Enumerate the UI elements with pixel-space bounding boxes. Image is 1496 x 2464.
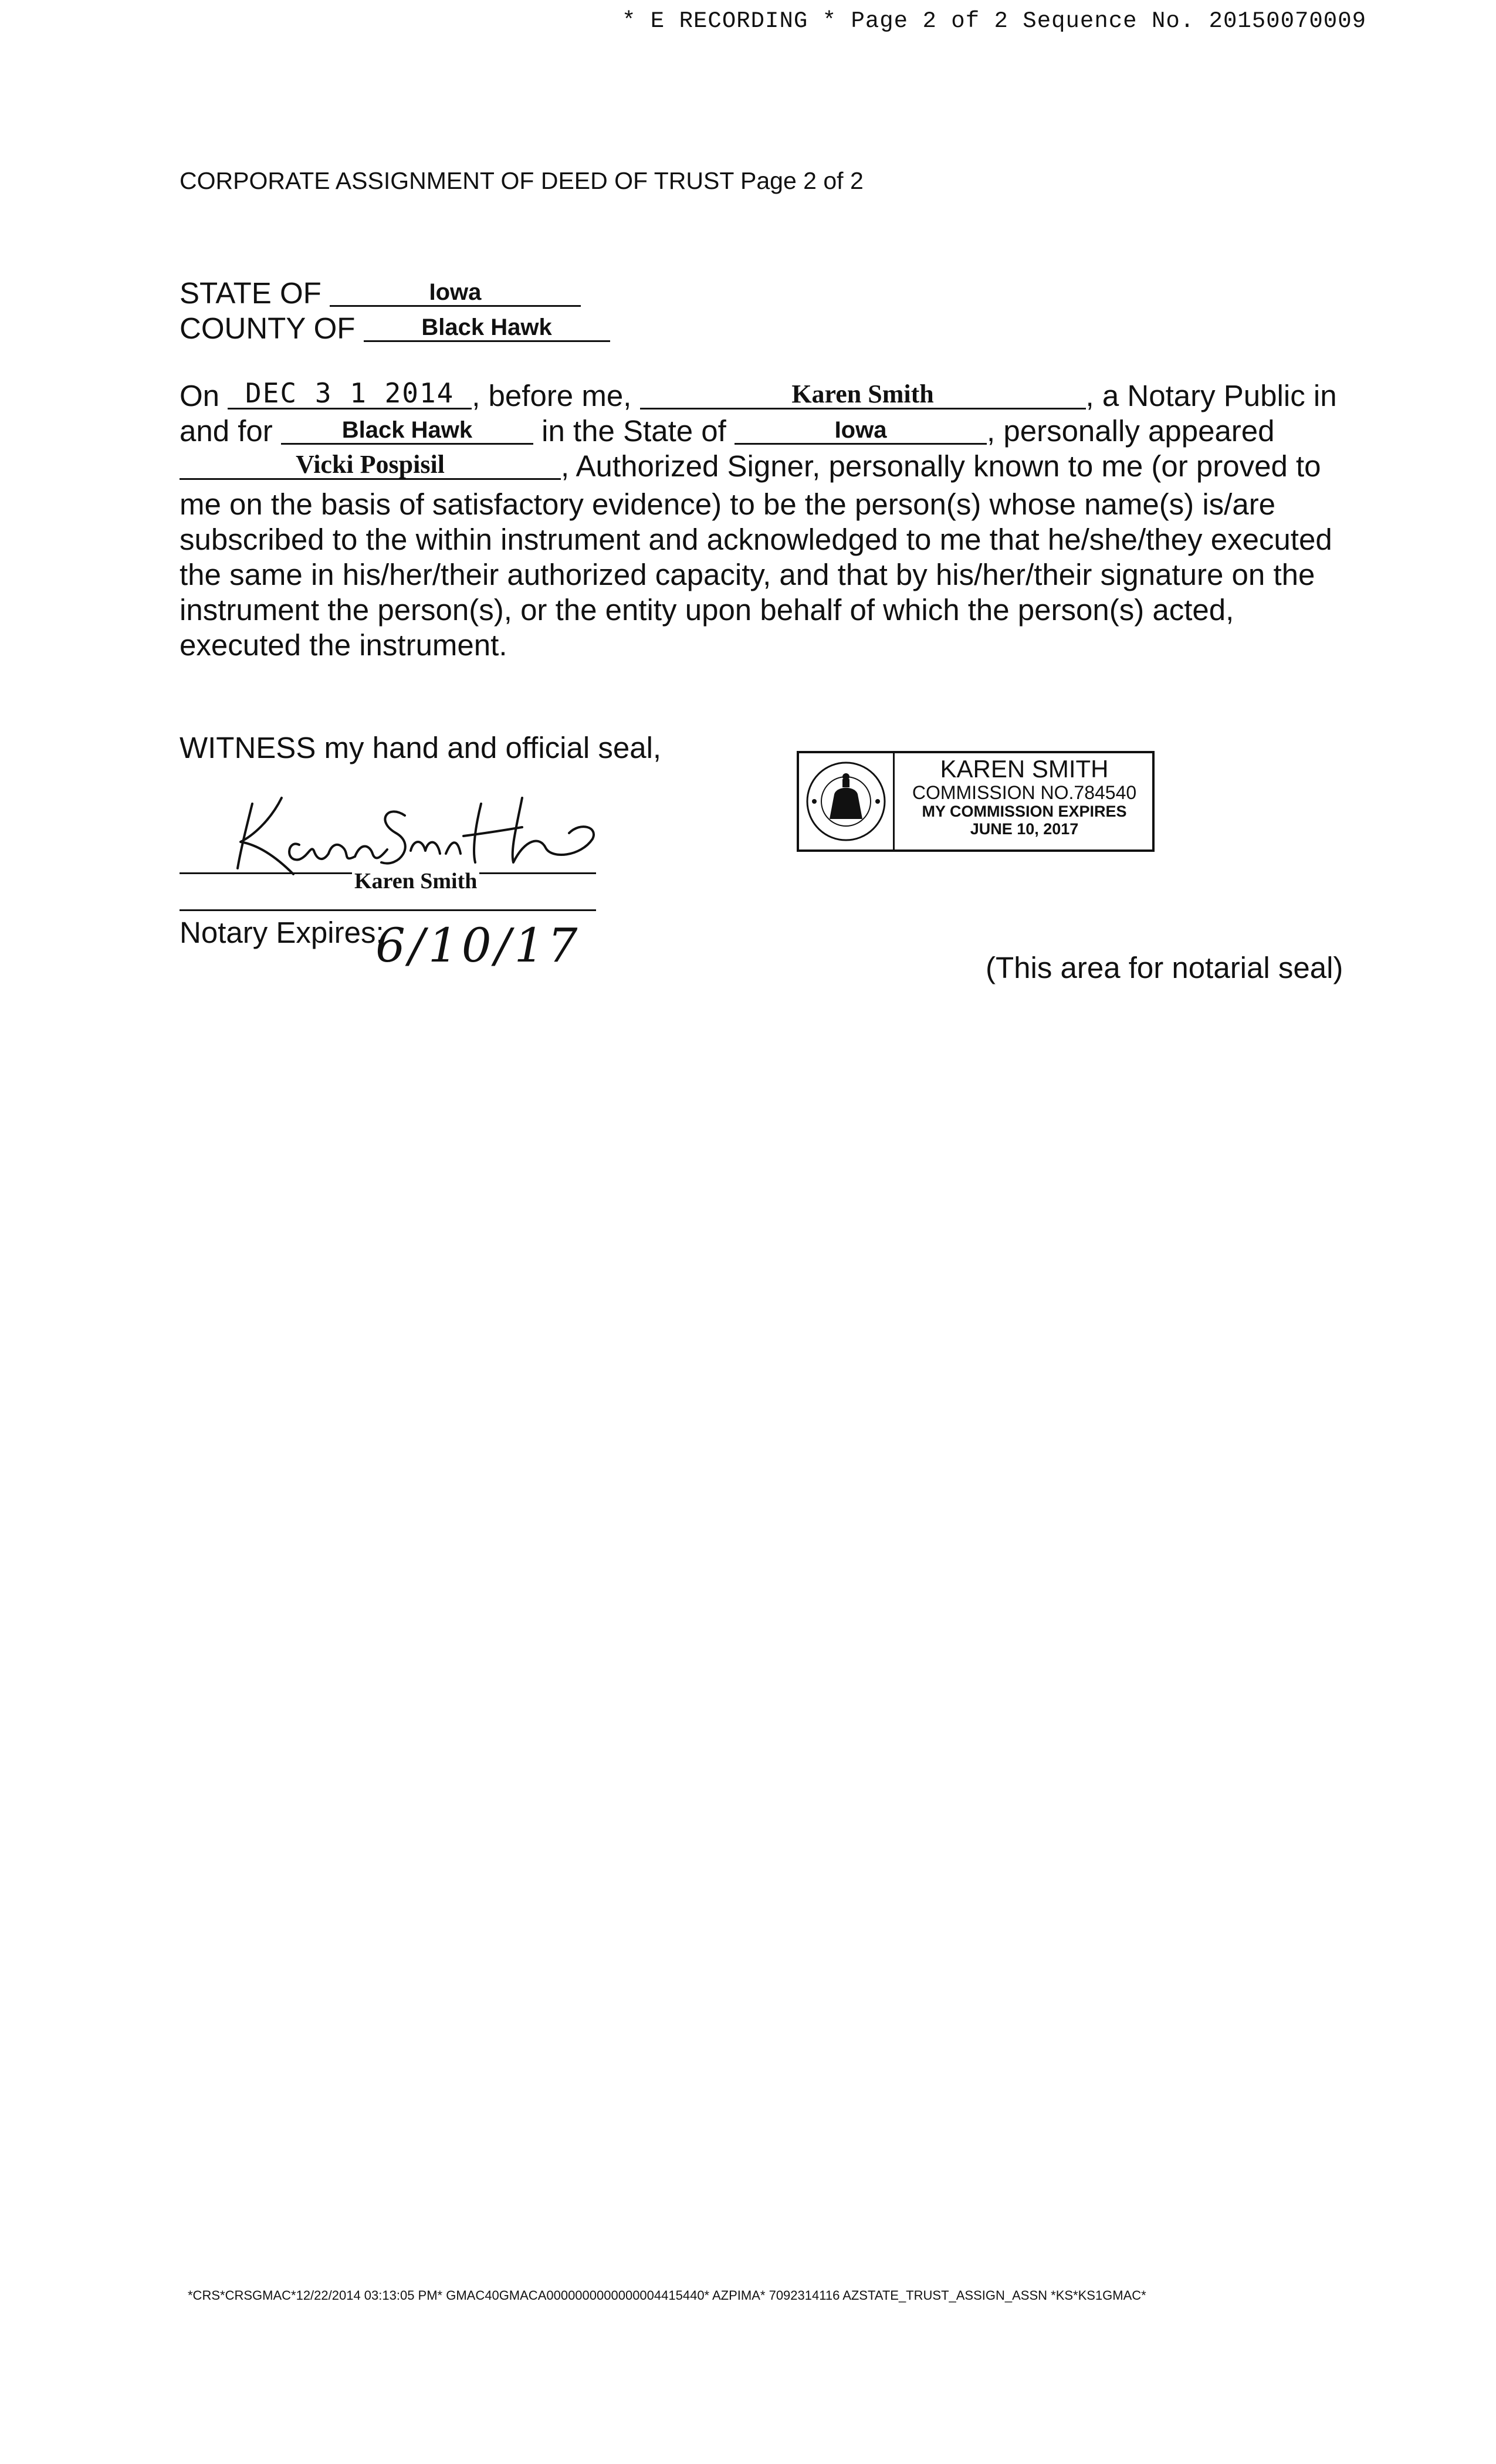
acknowledgment-line-2 [180,414,1275,448]
body-line: subscribed to the within instrument and acknowledged to me that he/she/they executed [180,523,1332,556]
seal-area-note: (This area for notarial seal) [986,951,1343,984]
acknowledgment-line-1 [180,378,1337,413]
seal-name: KAREN SMITH [940,755,1109,783]
seal-emblem [799,753,895,849]
notarial-seal-icon [799,753,893,849]
footer-code: *CRS*CRSGMAC*12/22/2014 03:13:05 PM* GMAC40GMACA0000000000000004415440* AZPIMA* 7092314116 AZSTATE_TRUST_ASSIGN_ASSN *KS*KS1GMAC* [188,2288,1146,2303]
line3-text: , Authorized Signer, personally known to me (or proved to [561,449,1321,483]
notary-name-value: Karen Smith [791,380,934,408]
signer-value: Vicki Pospisil [296,450,445,479]
signature-line-lower [180,909,596,911]
state-field [330,276,581,307]
for-county-value: Black Hawk [341,417,473,443]
body-line: instrument the person(s), or the entity upon behalf of which the person(s) acted, [180,593,1234,627]
county-line [180,311,610,346]
for-state-field [735,414,987,445]
state-label: STATE OF [180,276,321,310]
acknowledgment-body [180,487,1353,663]
personally-appeared-text: , personally appeared [987,414,1275,448]
seal-commission: COMMISSION NO.784540 [912,782,1137,804]
notary-seal-stamp [797,751,1155,852]
county-label: COUNTY OF [180,312,356,345]
body-line: executed the instrument. [180,628,507,662]
notary-name-field [640,378,1086,409]
notary-expires-label: Notary Expires: [180,916,384,949]
on-label: On [180,379,220,412]
county-field [364,311,610,342]
for-state-value: Iowa [834,417,887,443]
seal-text-block [895,756,1153,838]
recording-header: * E RECORDING * Page 2 of 2 Sequence No. 20150070009 [622,8,1366,34]
state-line [180,276,581,310]
seal-expires-date: JUNE 10, 2017 [970,820,1079,838]
signer-field [180,449,561,480]
witness-text: WITNESS my hand and official seal, [180,731,662,764]
seal-expires-label: MY COMMISSION EXPIRES [922,803,1127,821]
date-field [228,378,472,409]
body-line: the same in his/her/their authorized capacity, and that by his/her/their signature on the [180,558,1315,591]
date-value: DEC 3 1 2014 [245,377,455,409]
notary-expires-value: 6/10/17 [375,918,581,973]
and-for-label: and for [180,414,273,448]
county-value: Black Hawk [421,314,552,340]
document-title: CORPORATE ASSIGNMENT OF DEED OF TRUST Page 2 of 2 [180,167,864,194]
signature-printed-name: Karen Smith [352,868,479,894]
acknowledgment-line-3 [180,449,1321,483]
state-value: Iowa [429,279,482,305]
in-state-label: in the State of [541,414,726,448]
for-county-field [281,414,533,445]
body-line: me on the basis of satisfactory evidence) to be the person(s) whose name(s) is/are [180,488,1276,521]
notary-public-text: , a Notary Public in [1085,379,1337,412]
before-me-text: , before me, [472,379,632,412]
